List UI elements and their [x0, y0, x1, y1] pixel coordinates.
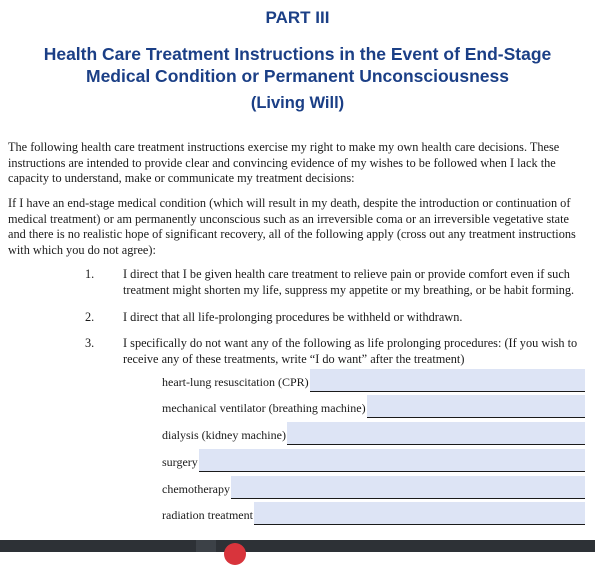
treatment-row-radiation — [162, 503, 585, 525]
ventilator-input-field[interactable] — [367, 395, 585, 418]
treatment-label: heart-lung resuscitation (CPR) — [162, 375, 309, 389]
treatment-label: dialysis (kidney machine) — [162, 428, 286, 442]
chemotherapy-input-field[interactable] — [231, 476, 585, 499]
instruction-text: I direct that I be given health care treatment to relieve pain or provide comfort even if such treatment might shorten my life, suppress my appetite or my breathing, or be habit forming. — [123, 267, 575, 297]
instruction-number: 3. — [85, 336, 95, 350]
treatment-row-cpr — [162, 370, 585, 392]
document-title-line-1: Health Care Treatment Instructions in the Event of End-Stage — [43, 44, 552, 64]
instruction-text: I direct that all life-prolonging procedures be withheld or withdrawn. — [123, 310, 463, 324]
viewer-toolbar — [0, 540, 595, 552]
instruction-number: 1. — [85, 267, 95, 281]
toolbar-button[interactable] — [196, 540, 216, 552]
document-subtitle: (Living Will) — [250, 94, 345, 112]
instruction-number: 2. — [85, 310, 95, 324]
treatment-row-dialysis — [162, 423, 585, 445]
instruction-text: I specifically do not want any of the following as life prolonging procedures: (If you wish to receive any of these treatments, write “I do want” after the treatment) — [123, 336, 578, 366]
intro-paragraph: The following health care treatment instructions exercise my right to make my own health care decisions. These instructions are intended to provide clear and convincing evidence of my wishes to be followed when I lack the capacity to understand, make or communicate my treatment decisions: — [8, 140, 560, 185]
cpr-input-field[interactable] — [310, 369, 585, 392]
document-title-line-2: Medical Condition or Permanent Unconsciousness — [86, 66, 509, 86]
surgery-input-field[interactable] — [199, 449, 585, 472]
treatment-label: mechanical ventilator (breathing machine) — [162, 401, 366, 415]
part-heading: PART III — [265, 8, 330, 27]
toolbar-circle-button[interactable] — [224, 543, 246, 565]
treatment-label: surgery — [162, 455, 198, 469]
dialysis-input-field[interactable] — [287, 422, 585, 445]
treatment-row-chemotherapy — [162, 477, 585, 499]
treatment-row-surgery — [162, 450, 585, 472]
treatment-label: radiation treatment — [162, 508, 253, 522]
treatment-row-ventilator — [162, 396, 585, 418]
radiation-input-field[interactable] — [254, 502, 585, 525]
condition-paragraph: If I have an end-stage medical condition (which will result in my death, despite the introduction or continuation of medical treatment) or am permanently unconscious such as an irreversible coma or an irreversible vegetative state and there is no realistic hope of significant recovery, all of the following apply (cross out any treatment instructions with which you do not agree): — [8, 196, 576, 257]
treatment-label: chemotherapy — [162, 482, 230, 496]
